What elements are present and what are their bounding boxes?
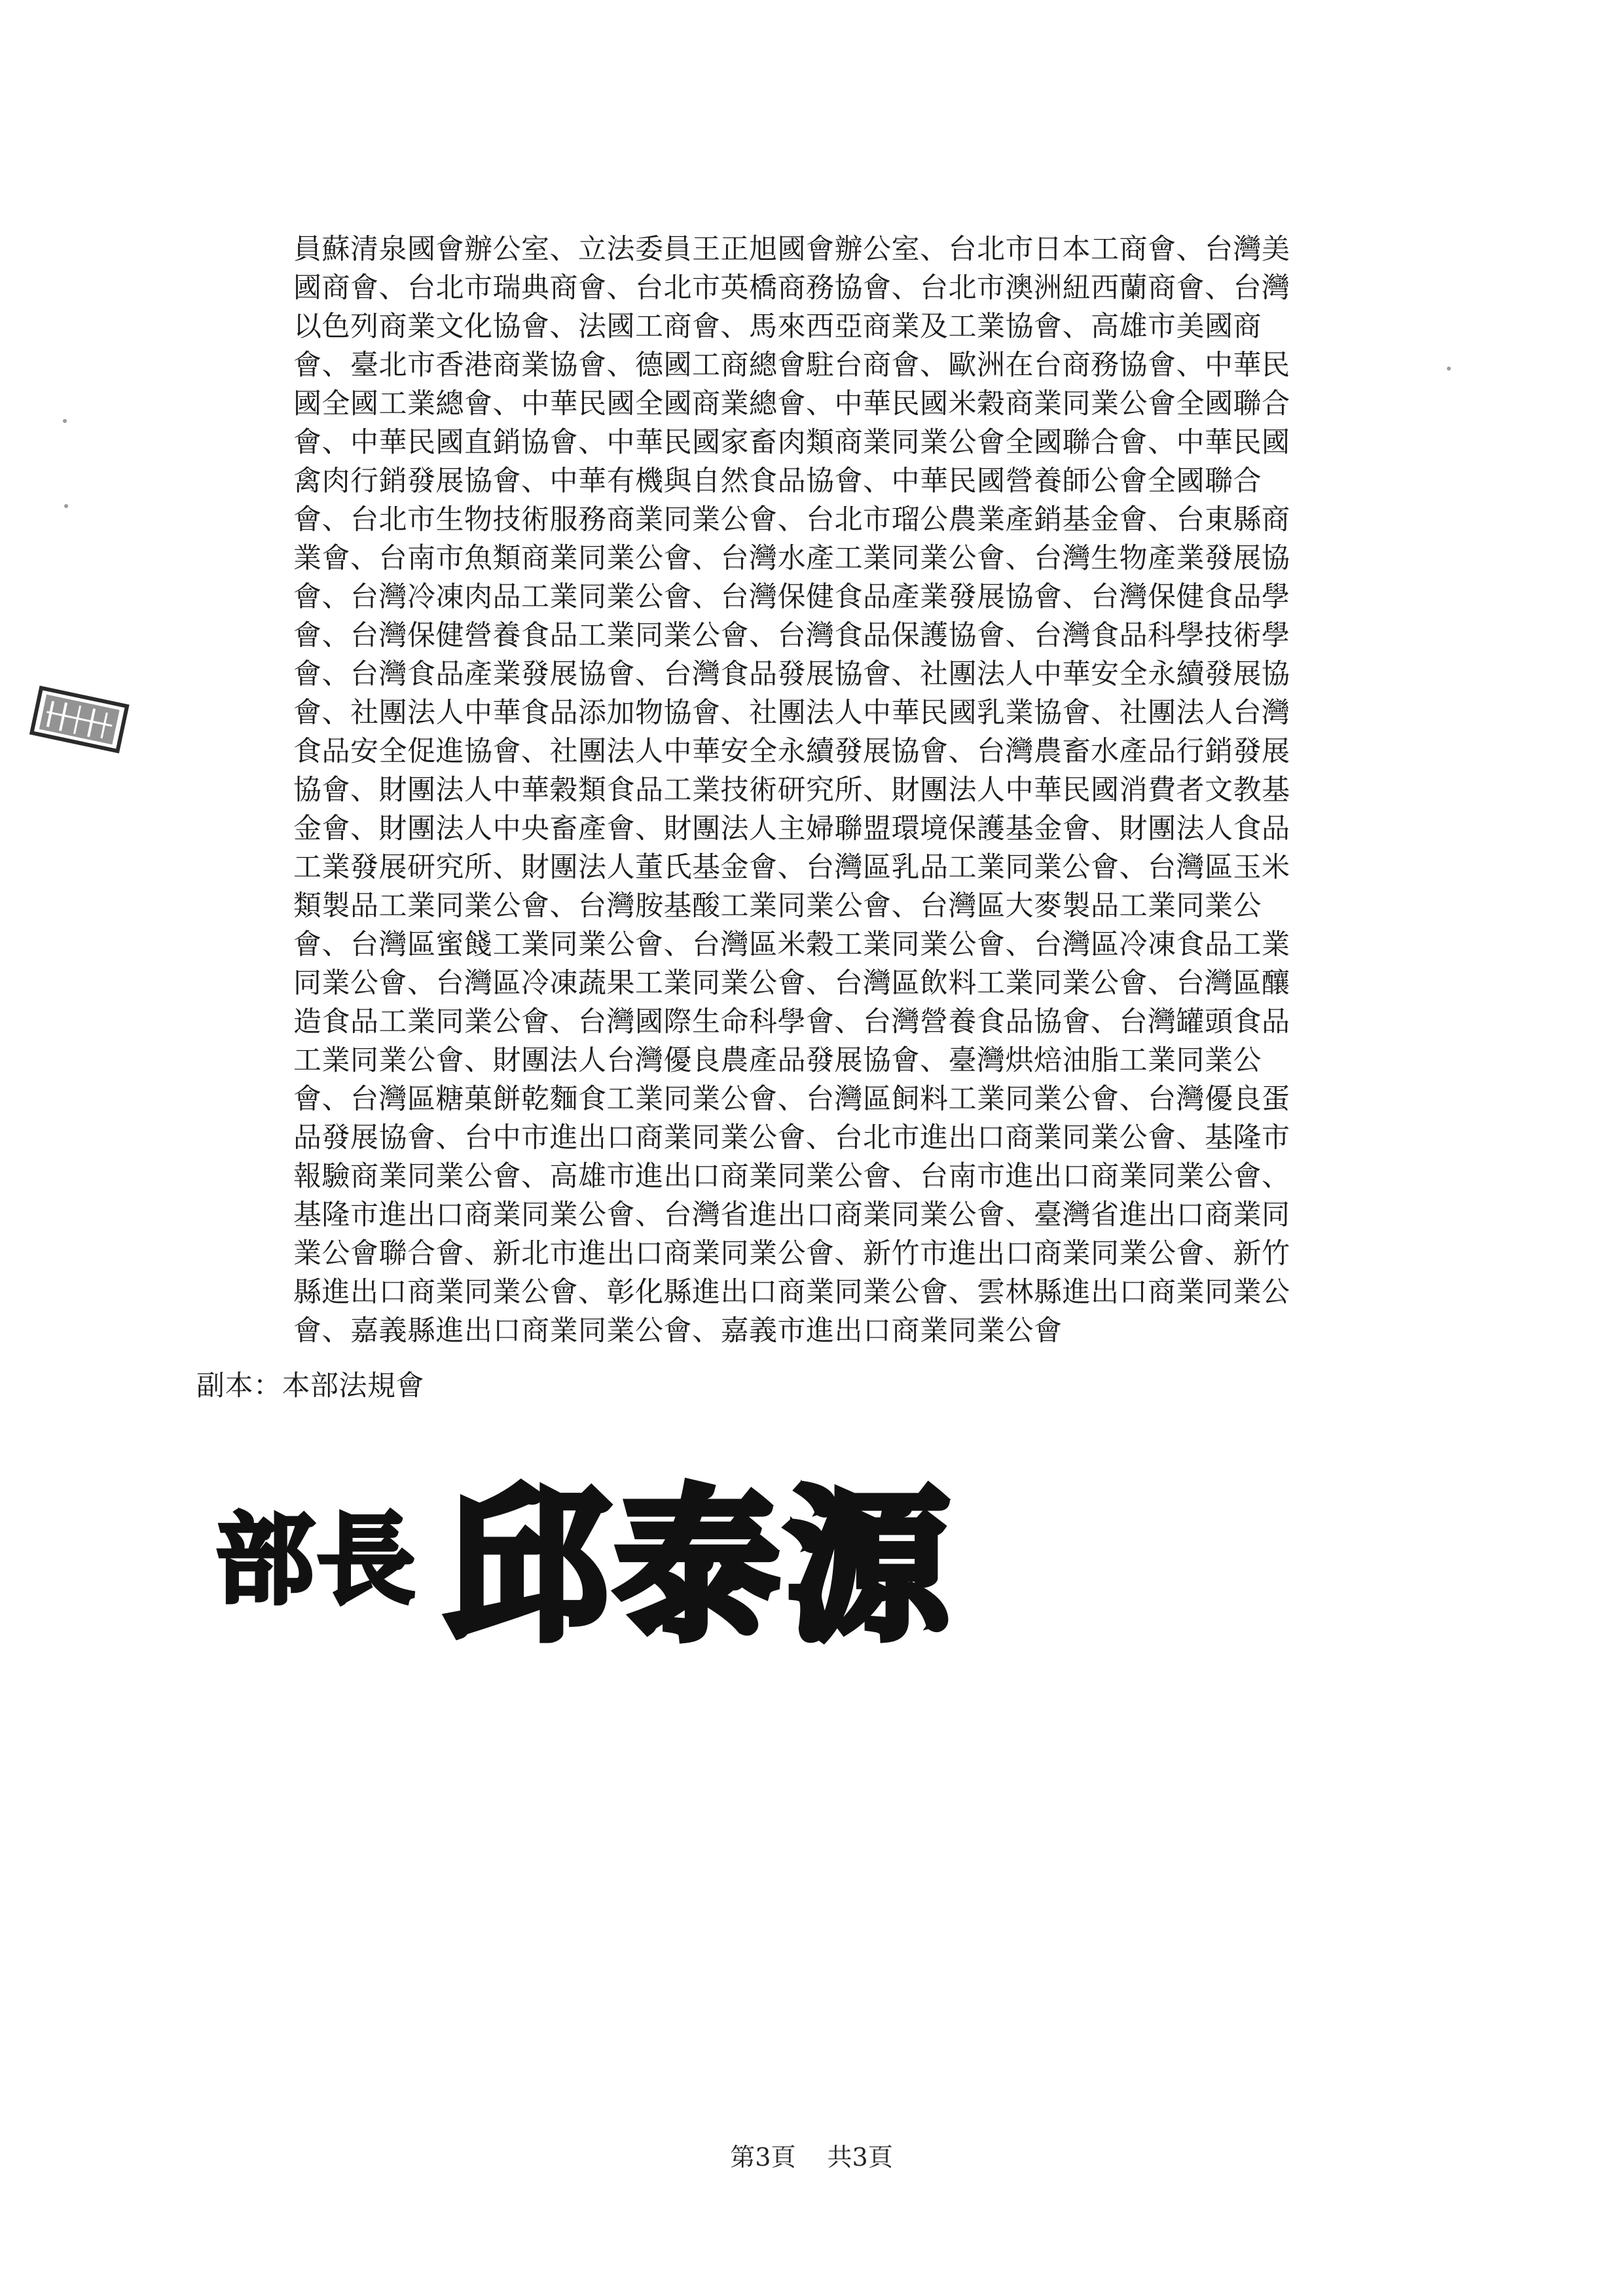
recipient-line: 會、台灣冷凍肉品工業同業公會、台灣保健食品產業發展協會、台灣保健食品學 bbox=[293, 581, 1290, 613]
recipient-line: 縣進出口商業同業公會、彰化縣進出口商業同業公會、雲林縣進出口商業同業公 bbox=[293, 1276, 1290, 1309]
recipient-line: 品發展協會、台中市進出口商業同業公會、台北市進出口商業同業公會、基隆市 bbox=[293, 1121, 1290, 1154]
recipient-line: 業公會聯合會、新北市進出口商業同業公會、新竹市進出口商業同業公會、新竹 bbox=[293, 1237, 1290, 1270]
recipient-line: 禽肉行銷發展協會、中華有機與自然食品協會、中華民國營養師公會全國聯合 bbox=[293, 465, 1262, 498]
scan-speck bbox=[64, 504, 68, 508]
recipient-line: 金會、財團法人中央畜產會、財團法人主婦聯盟環境保護基金會、財團法人食品 bbox=[293, 812, 1290, 845]
recipient-list bbox=[293, 230, 1432, 1351]
recipient-line: 國商會、台北市瑞典商會、台北市英橋商務協會、台北市澳洲紐西蘭商會、台灣 bbox=[293, 272, 1290, 304]
recipient-line: 同業公會、台灣區冷凍蔬果工業同業公會、台灣區飲料工業同業公會、台灣區釀 bbox=[293, 967, 1290, 1000]
recipient-line: 會、台灣保健營養食品工業同業公會、台灣食品保護協會、台灣食品科學技術學 bbox=[293, 619, 1290, 652]
signature-name: 邱泰源 bbox=[445, 1470, 956, 1662]
recipient-line: 會、台灣食品產業發展協會、台灣食品發展協會、社團法人中華安全永續發展協 bbox=[293, 658, 1290, 691]
page-number-total: 共3頁 bbox=[827, 2143, 893, 2172]
recipient-line: 類製品工業同業公會、台灣胺基酸工業同業公會、台灣區大麥製品工業同業公 bbox=[293, 890, 1262, 922]
recipient-line: 食品安全促進協會、社團法人中華安全永續發展協會、台灣農畜水產品行銷發展 bbox=[293, 735, 1290, 768]
signature-title: 部長 bbox=[216, 1503, 418, 1618]
recipient-line: 業會、台南市魚類商業同業公會、台灣水產工業同業公會、台灣生物產業發展協 bbox=[293, 542, 1290, 575]
recipient-line: 會、中華民國直銷協會、中華民國家畜肉類商業同業公會全國聯合會、中華民國 bbox=[293, 426, 1290, 459]
page-number-current: 第3頁 bbox=[730, 2143, 796, 2172]
recipient-line: 會、臺北市香港商業協會、德國工商總會駐台商會、歐洲在台商務協會、中華民 bbox=[293, 349, 1290, 382]
cc-line: 副本：本部法規會 bbox=[196, 1370, 424, 1402]
recipient-line: 以色列商業文化協會、法國工商會、馬來西亞商業及工業協會、高雄市美國商 bbox=[293, 310, 1262, 343]
recipient-line: 報驗商業同業公會、高雄市進出口商業同業公會、台南市進出口商業同業公會、 bbox=[293, 1160, 1290, 1193]
recipient-line: 會、台灣區糖菓餅乾麵食工業同業公會、台灣區飼料工業同業公會、台灣優良蛋 bbox=[293, 1083, 1290, 1116]
recipient-line: 員蘇清泉國會辦公室、立法委員王正旭國會辦公室、台北市日本工商會、台灣美 bbox=[293, 233, 1290, 266]
recipient-line: 基隆市進出口商業同業公會、台灣省進出口商業同業公會、臺灣省進出口商業同 bbox=[293, 1199, 1290, 1231]
recipient-line: 會、嘉義縣進出口商業同業公會、嘉義市進出口商業同業公會 bbox=[293, 1315, 1063, 1347]
recipient-line: 造食品工業同業公會、台灣國際生命科學會、台灣營養食品協會、台灣罐頭食品 bbox=[293, 1006, 1290, 1038]
recipient-line: 工業同業公會、財團法人台灣優良農產品發展協會、臺灣烘焙油脂工業同業公 bbox=[293, 1044, 1262, 1077]
scan-speck bbox=[1447, 367, 1451, 371]
recipient-line: 會、社團法人中華食品添加物協會、社團法人中華民國乳業協會、社團法人台灣 bbox=[293, 697, 1290, 729]
page-footer bbox=[0, 2141, 1623, 2174]
scan-speck bbox=[63, 419, 67, 423]
binding-seal-stamp bbox=[24, 681, 135, 759]
recipient-line: 會、台北市生物技術服務商業同業公會、台北市瑠公農業產銷基金會、台東縣商 bbox=[293, 503, 1290, 536]
recipient-line: 會、台灣區蜜餞工業同業公會、台灣區米穀工業同業公會、台灣區冷凍食品工業 bbox=[293, 928, 1290, 961]
minister-signature bbox=[210, 1427, 1048, 1676]
recipient-line: 國全國工業總會、中華民國全國商業總會、中華民國米穀商業同業公會全國聯合 bbox=[293, 388, 1290, 420]
recipient-line: 協會、財團法人中華穀類食品工業技術研究所、財團法人中華民國消費者文教基 bbox=[293, 774, 1290, 807]
recipient-line: 工業發展研究所、財團法人董氏基金會、台灣區乳品工業同業公會、台灣區玉米 bbox=[293, 851, 1290, 884]
